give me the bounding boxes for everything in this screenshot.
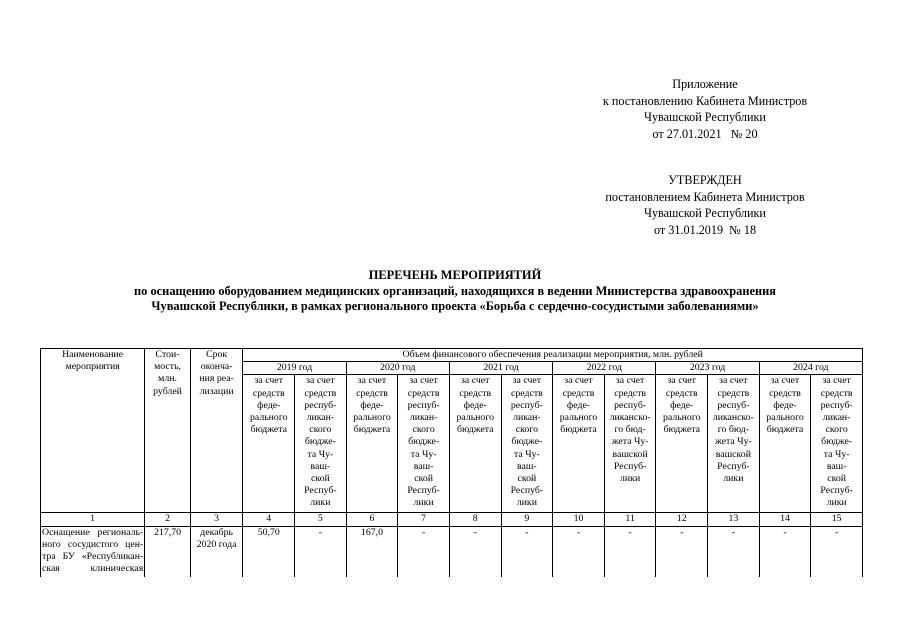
funding-value: - xyxy=(811,526,863,581)
funding-value: - xyxy=(553,526,605,581)
header-funding-source: за счет средств феде- рального бюджета xyxy=(346,375,398,513)
header-funding-source: за счет средств респуб- ликан- ского бюдже- та Чу- ваш- ской Респуб- лики xyxy=(811,375,863,513)
appendix-block xyxy=(560,76,850,142)
page-bottom-edge xyxy=(0,577,905,640)
funding-value: - xyxy=(656,526,708,581)
column-number: 12 xyxy=(656,513,708,526)
title-heading: ПЕРЕЧЕНЬ МЕРОПРИЯТИЙ xyxy=(368,268,542,282)
column-number: 15 xyxy=(811,513,863,526)
funding-value: 50,70 xyxy=(243,526,295,581)
header-funding-source: за счет средств респуб- ликан- ского бюдже- та Чу- ваш- ской Респуб- лики xyxy=(295,375,347,513)
column-number: 3 xyxy=(190,513,243,526)
table-row xyxy=(41,526,863,581)
appendix-line: Приложение xyxy=(672,77,738,91)
funding-value: - xyxy=(501,526,553,581)
header-year: 2022 год xyxy=(553,362,656,375)
header-year: 2021 год xyxy=(449,362,552,375)
appendix-line: от 27.01.2021 № 20 xyxy=(652,126,758,141)
header-funding-source: за счет средств респуб- ликан- ского бюдже- та Чу- ваш- ской Респуб- лики xyxy=(398,375,450,513)
header-year: 2023 год xyxy=(656,362,759,375)
header-funding-source: за счет средств феде- рального бюджета xyxy=(553,375,605,513)
header-year: 2020 год xyxy=(346,362,449,375)
column-number: 5 xyxy=(295,513,347,526)
header-funding-source: за счет средств феде- рального бюджета xyxy=(656,375,708,513)
funding-value: - xyxy=(759,526,811,581)
column-numbers-row xyxy=(41,513,863,526)
header-funding-source: за счет средств феде- рального бюджета xyxy=(449,375,501,513)
column-number: 7 xyxy=(398,513,450,526)
measures-table xyxy=(40,348,863,582)
funding-value: 167,0 xyxy=(346,526,398,581)
column-number: 1 xyxy=(41,513,145,526)
header-volume: Объем финансового обеспечения реализации мероприятия, млн. рублей xyxy=(243,349,863,362)
header-year: 2019 год xyxy=(243,362,346,375)
document-title xyxy=(40,268,870,315)
header-row-top xyxy=(41,349,863,362)
funding-value: - xyxy=(604,526,656,581)
header-cost: Стои- мость, млн. рублей xyxy=(145,349,191,513)
approved-line: постановлением Кабинета Министров xyxy=(605,189,805,204)
appendix-line: Чувашской Республики xyxy=(644,110,766,124)
title-line: Чувашской Республики, в рамках регионального проекта «Борьба с сердечно-сосудистыми заболеваниями» xyxy=(151,299,759,313)
header-name: Наименование мероприятия xyxy=(41,349,145,513)
measure-cost: 217,70 xyxy=(145,526,191,581)
appendix-line: к постановлению Кабинета Министров xyxy=(602,93,808,108)
header-funding-source: за счет средств феде- рального бюджета xyxy=(759,375,811,513)
approved-line: Чувашской Республики xyxy=(644,206,766,220)
column-number: 4 xyxy=(243,513,295,526)
funding-value: - xyxy=(449,526,501,581)
approved-heading: УТВЕРЖДЕН xyxy=(668,173,742,187)
column-number: 14 xyxy=(759,513,811,526)
column-number: 13 xyxy=(708,513,760,526)
column-number: 6 xyxy=(346,513,398,526)
header-funding-source: за счет средств респуб- ликанско- го бюд- жета Чу- вашской Респуб- лики xyxy=(604,375,656,513)
measure-name: Оснащение региональ- ного сосудистого цен- тра БУ «Республикан- ская клиническая xyxy=(41,526,145,581)
header-year: 2024 год xyxy=(759,362,862,375)
header-deadline: Срок оконча- ния реа- лизации xyxy=(190,349,243,513)
approved-block xyxy=(560,172,850,238)
column-number: 10 xyxy=(553,513,605,526)
approved-line: от 31.01.2019 № 18 xyxy=(653,222,757,237)
funding-value: - xyxy=(708,526,760,581)
header-funding-source: за счет средств респуб- ликанско- го бюд- жета Чу- вашской Респуб- лики xyxy=(708,375,760,513)
column-number: 2 xyxy=(145,513,191,526)
column-number: 11 xyxy=(604,513,656,526)
measure-deadline: декабрь 2020 года xyxy=(190,526,243,581)
header-funding-source: за счет средств феде- рального бюджета xyxy=(243,375,295,513)
column-number: 8 xyxy=(449,513,501,526)
funding-value: - xyxy=(295,526,347,581)
header-funding-source: за счет средств респуб- ликан- ского бюдже- та Чу- ваш- ской Респуб- лики xyxy=(501,375,553,513)
funding-value: - xyxy=(398,526,450,581)
title-line: по оснащению оборудованием медицинских организаций, находящихся в ведении Министерства здравоохранения xyxy=(134,283,776,298)
column-number: 9 xyxy=(501,513,553,526)
